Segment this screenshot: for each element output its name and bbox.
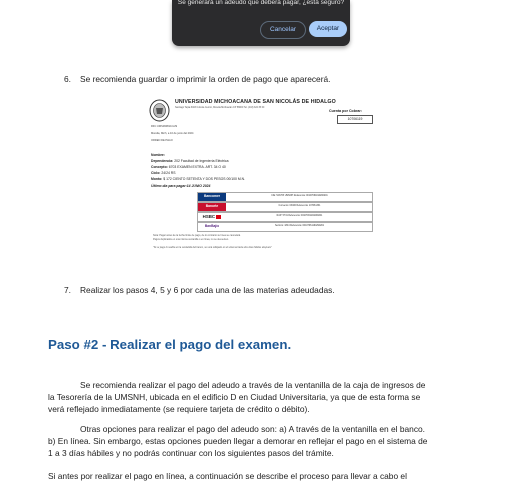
bank-reference: Convenio: 03400 Referencia: 107061331	[278, 205, 321, 207]
cancel-button[interactable]: Cancelar	[260, 21, 306, 39]
bank-row-bancomer	[197, 192, 373, 202]
paragraph-2-line-1: Otras opciones para realizar el pago del adeudo son: a) A través de la ventanilla en el banco.	[80, 424, 425, 434]
field-concepto: Concepto: 6703 EXAMEN EXTRA. ART. 34 O 40	[151, 165, 226, 169]
step-6-number: 6.	[64, 74, 71, 84]
banbajio-logo-icon: BanBajío	[198, 223, 226, 231]
order-label: ORDEN DE PAGO	[151, 139, 173, 142]
account-number: 10706119	[337, 115, 373, 124]
paragraph-1-line-1: Se recomienda realizar el pago del adeudo a través de la ventanilla de la caja de ingresos de	[80, 380, 426, 390]
field-dependencia: Dependencia: 202 Facultad de Ingeniería Eléctrica	[151, 159, 229, 163]
university-seal-icon	[149, 99, 170, 122]
paragraph-2-line-2: b) En línea. Sin embargo, estas opciones pueden llegar a demorar en reflejar el pago en el sistema de	[48, 436, 428, 446]
bancomer-logo-icon: Bancomer	[198, 193, 226, 201]
field-ciclo: Ciclo: 24/24 RS	[151, 171, 176, 175]
payment-order-image	[147, 99, 375, 265]
rfc: RFC UMS390810-U29	[151, 125, 178, 128]
bank-reference: CIE: 543705 UMSNH Referencia: 00107061194290201	[271, 195, 328, 197]
step-7-text: Realizar los pasos 4, 5 y 6 por cada una de las materias adeudadas.	[80, 285, 335, 295]
step-6-text: Se recomienda guardar o imprimir la orden de pago que aparecerá.	[80, 74, 331, 84]
paragraph-1-line-2: la Tesorería de la UMSNH, ubicada en el edificio D en Ciudad Universitaria, ya que de esta forma se	[48, 392, 421, 402]
order-date: Morelia, Mich, a 10 de junio del 2024	[151, 132, 194, 135]
cuenta-label: Cuenta por Cobrar:	[329, 109, 362, 113]
step-7-number: 7.	[64, 285, 71, 295]
last-pay-day: Último día para pagar:14 JUNIO 2024	[151, 184, 211, 188]
payment-footer: "Si su pago lo realiza en la ventanilla del banco, se verá reflejado en el sistema hasta dos días hábiles después"	[153, 246, 272, 249]
banorte-logo-icon: Banorte	[198, 203, 226, 211]
university-name: UNIVERSIDAD MICHOACANA DE SAN NICOLÁS DE HIDALGO	[175, 99, 336, 105]
accept-button[interactable]: Aceptar	[309, 21, 347, 37]
university-address: Santiago Tapia #403 Colonia Centro, Morelia Michoacán CP 58000 Tel. (443) 322 35 00	[175, 107, 265, 109]
bank-reference: Servicio: 1844 Referencia: 00107061194290201	[274, 225, 325, 227]
confirm-dialog	[172, 0, 350, 46]
section-heading: Paso #2 - Realizar el pago del examen.	[48, 337, 292, 352]
field-monto: Monto: $ 172 CIENTO SETENTA Y DOS PESOS 00/100 M.N.	[151, 177, 245, 181]
paragraph-3-line-1: Si antes por realizar el pago en línea, a continuación se describe el proceso para llevar a cabo el	[48, 471, 407, 481]
payment-note-2: Pagos duplicados en una misma ventanilla o en línea, no se devuelven.	[153, 238, 229, 241]
bank-reference: RAP: 5731 Referencia: 00107061194290201	[276, 215, 323, 217]
dialog-message: Se generará un adeudo que deberá pagar, ¿está seguro?	[177, 0, 345, 6]
bank-row-banbajio	[197, 222, 373, 232]
field-nombre: Nombre:	[151, 153, 165, 157]
hsbc-logo-icon: HSBC	[198, 213, 226, 221]
paragraph-2-line-3: 1 a 3 días hábiles y no podrás continuar con los siguientes pasos del trámite.	[48, 448, 334, 458]
payment-note: Nota: Pagar antes de la fecha límite de pago, de lo contrario su línea se cancelará.	[153, 234, 241, 237]
bank-row-hsbc	[197, 212, 373, 222]
bank-row-banorte	[197, 202, 373, 212]
paragraph-1-line-3: verá reflejado inmediatamente (se requiere tarjeta de crédito o débito).	[48, 404, 310, 414]
